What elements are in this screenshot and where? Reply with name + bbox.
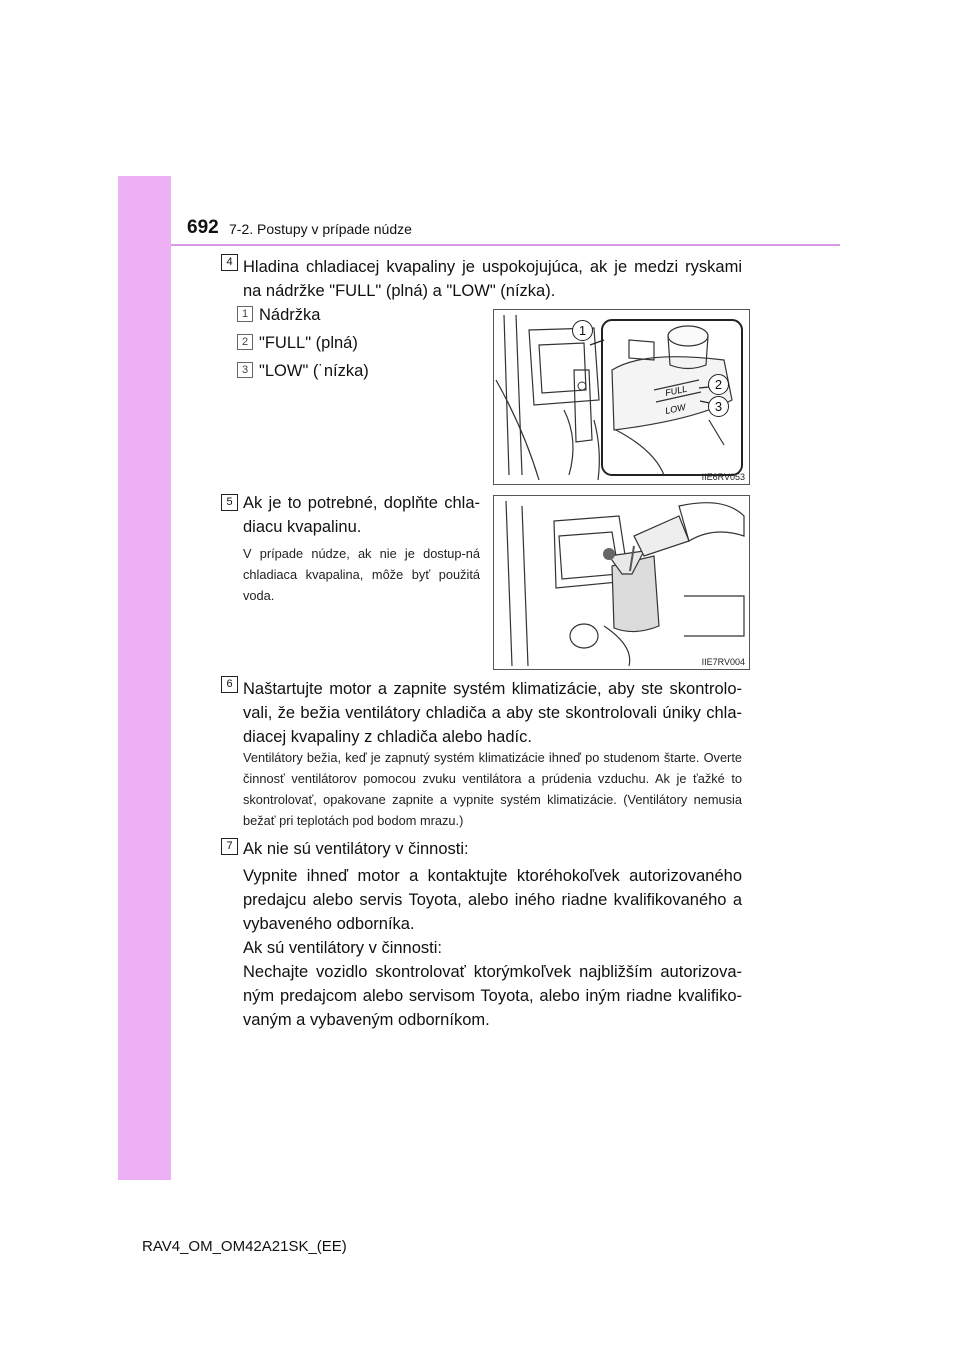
callout-2: 2	[708, 374, 729, 395]
item-label-reservoir: Nádržka	[259, 306, 321, 324]
step-badge-7: 7	[221, 838, 238, 855]
header-divider	[171, 244, 840, 246]
step-7-heading: Ak nie sú ventilátory v činnosti:	[243, 840, 469, 858]
step-badge-6: 6	[221, 676, 238, 693]
item-badge-2: 2	[237, 334, 253, 350]
callout-3: 3	[708, 396, 729, 417]
figure-refill-coolant	[493, 495, 750, 670]
step-5-text: Ak je to potrebné, doplňte chla-diacu kvapalinu.	[243, 494, 480, 536]
step-7-paragraph-1: Vypnite ihneď motor a kontaktujte ktoréhokoľvek autorizovaného predajcu alebo servis Toyota, alebo iného riadne kvalifikovaného a vybaveného odborníka.	[243, 867, 742, 933]
section-title: 7-2. Postupy v prípade núdze	[229, 221, 412, 237]
page-number: 692	[187, 217, 219, 238]
figure-coolant-reservoir	[493, 309, 750, 485]
footer-doc-code: RAV4_OM_OM42A21SK_(EE)	[142, 1238, 347, 1255]
side-color-band	[118, 176, 171, 1180]
figure-code: IIE6RV053	[701, 472, 745, 482]
step-6-note: Ventilátory bežia, keď je zapnutý systém klimatizácie ihneď po studenom štarte. Overte činnosť ventilátorov pomocou zvuku ventilátora a prúdenia vzduchu. Ak je ťažké to skontrolovať, opakovane zapnite a vypnite systém klimatizácie. (Ventilátory nemusia bežať pri teplotách pod bodom mrazu.)	[243, 750, 742, 828]
reservoir-illustration	[494, 310, 749, 484]
item-badge-3: 3	[237, 362, 253, 378]
step-7-paragraph-2: Nechajte vozidlo skontrolovať ktorýmkoľvek najbližším autorizova-ným predajcom alebo servisom Toyota, alebo iným riadne kvalifiko-vaným a vybaveným odborníkom.	[243, 963, 742, 1029]
item-label-low: "LOW" (˙nízka)	[259, 362, 369, 380]
item-label-full: "FULL" (plná)	[259, 334, 358, 352]
figure-code: IIE7RV004	[701, 657, 745, 667]
refill-illustration	[494, 496, 749, 669]
step-4-text: Hladina chladiacej kvapaliny je uspokojujúca, ak je medzi ryskami na nádržke "FULL" (plná) a "LOW" (nízka).	[243, 258, 742, 300]
step-7-paragraph-2-lead: Ak sú ventilátory v činnosti:	[243, 939, 442, 957]
item-badge-1: 1	[237, 306, 253, 322]
step-6-text: Naštartujte motor a zapnite systém klimatizácie, aby ste skontrolo-vali, že bežia ventilátory chladiča a aby ste skontrolovali úniky chla-diacej kvapaliny z chladiča alebo hadíc.	[243, 680, 742, 746]
callout-1: 1	[572, 320, 593, 341]
step-badge-5: 5	[221, 494, 238, 511]
step-badge-4: 4	[221, 254, 238, 271]
low-mark-label: LOW	[664, 401, 687, 416]
step-5-note: V prípade núdze, ak nie je dostup-ná chladiaca kvapalina, môže byť použitá voda.	[243, 546, 480, 603]
full-mark-label: FULL	[664, 383, 688, 398]
